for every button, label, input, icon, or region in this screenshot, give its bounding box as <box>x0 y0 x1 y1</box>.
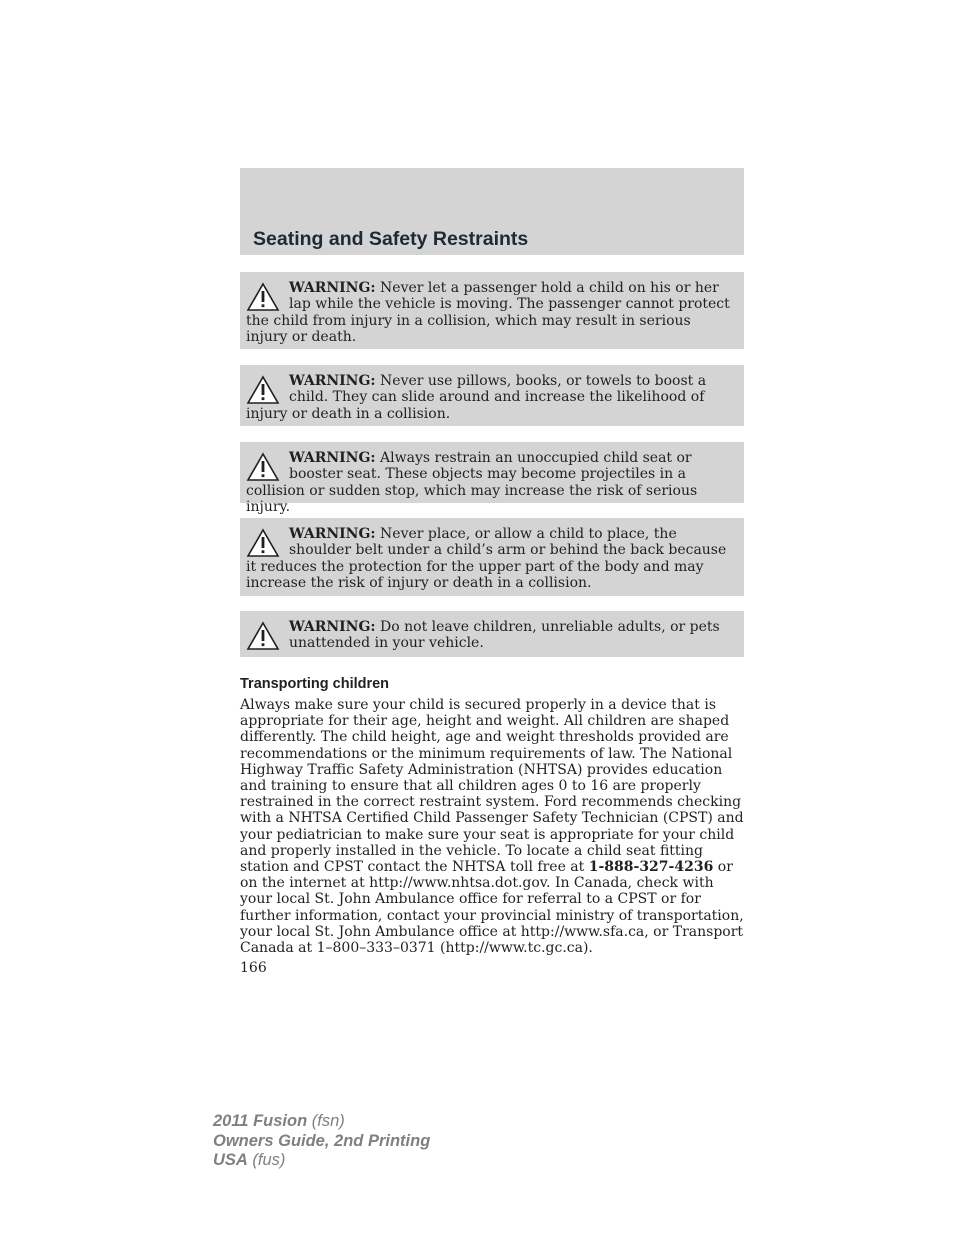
warning-box-2 <box>240 365 744 426</box>
warning-box-5 <box>240 611 744 657</box>
warning-box-1 <box>240 272 744 349</box>
warning-box-3 <box>240 442 744 515</box>
warning-triangle-icon <box>246 375 280 405</box>
warning-triangle-icon <box>246 528 280 558</box>
toll-free-phone: 1-888-327-4236 <box>588 859 714 876</box>
footer-guide-line: Owners Guide, 2nd Printing <box>213 1131 431 1150</box>
section-header-band <box>240 168 744 255</box>
warning-triangle-icon <box>246 282 280 312</box>
warning-text: WARNING: Always restrain an unoccupied child seat or booster seat. These objects may become projectiles in a collision or sudden stop, which may increase the risk of serious injury. <box>246 450 698 515</box>
warning-text: WARNING: Never place, or allow a child to place, the shoulder belt under a child’s arm or behind the back because it reduces the protection for the upper part of the body and may increase the risk of injury or death in a collision. <box>246 526 727 591</box>
footer-region-line: USA (fus) <box>213 1151 286 1169</box>
warning-triangle-icon <box>246 452 280 482</box>
document-footer <box>213 1112 430 1171</box>
warning-text: WARNING: Never use pillows, books, or towels to boost a child. They can slide around and increase the likelihood of injury or death in a collision. <box>246 373 707 422</box>
warning-text: WARNING: Never let a passenger hold a child on his or her lap while the vehicle is moving. The passenger cannot protect the child from injury in a collision, which may result in serious injury or death. <box>246 280 730 345</box>
warning-triangle-icon <box>246 621 280 651</box>
section-title: Seating and Safety Restraints <box>253 228 529 250</box>
warning-text: WARNING: Do not leave children, unreliable adults, or pets unattended in your vehicle. <box>289 619 720 652</box>
footer-model-line: 2011 Fusion (fsn) <box>213 1112 345 1130</box>
warning-box-4 <box>240 518 744 596</box>
transporting-children-paragraph: Always make sure your child is secured properly in a device that is appropriate for their age, height and weight. All children are shaped differently. The child height, age and weight thresholds provided are recommendations or the minimum requirements of law. The National Highway Traffic Safety Administration (NHTSA) provides education and training to ensure that all children ages 0 to 16 are properly restrained in the correct restraint system. Ford recommends checking with a NHTSA Certified Child Passenger Safety Technician (CPST) and your pediatrician to make sure your seat is appropriate for your child and properly installed in the vehicle. To locate a child seat fitting station and CPST contact the NHTSA toll free at 1-888-327-4236 or on the internet at http://www.nhtsa.dot.gov. In Canada, check with your local St. John Ambulance office for referral to a CPST or for further information, contact your provincial ministry of transportation, your local St. John Ambulance office at http://www.sfa.ca, or Transport Canada at 1–800–333–0371 (http://www.tc.gc.ca). <box>240 697 744 957</box>
transporting-children-heading: Transporting children <box>240 676 390 692</box>
page-number: 166 <box>240 960 267 976</box>
